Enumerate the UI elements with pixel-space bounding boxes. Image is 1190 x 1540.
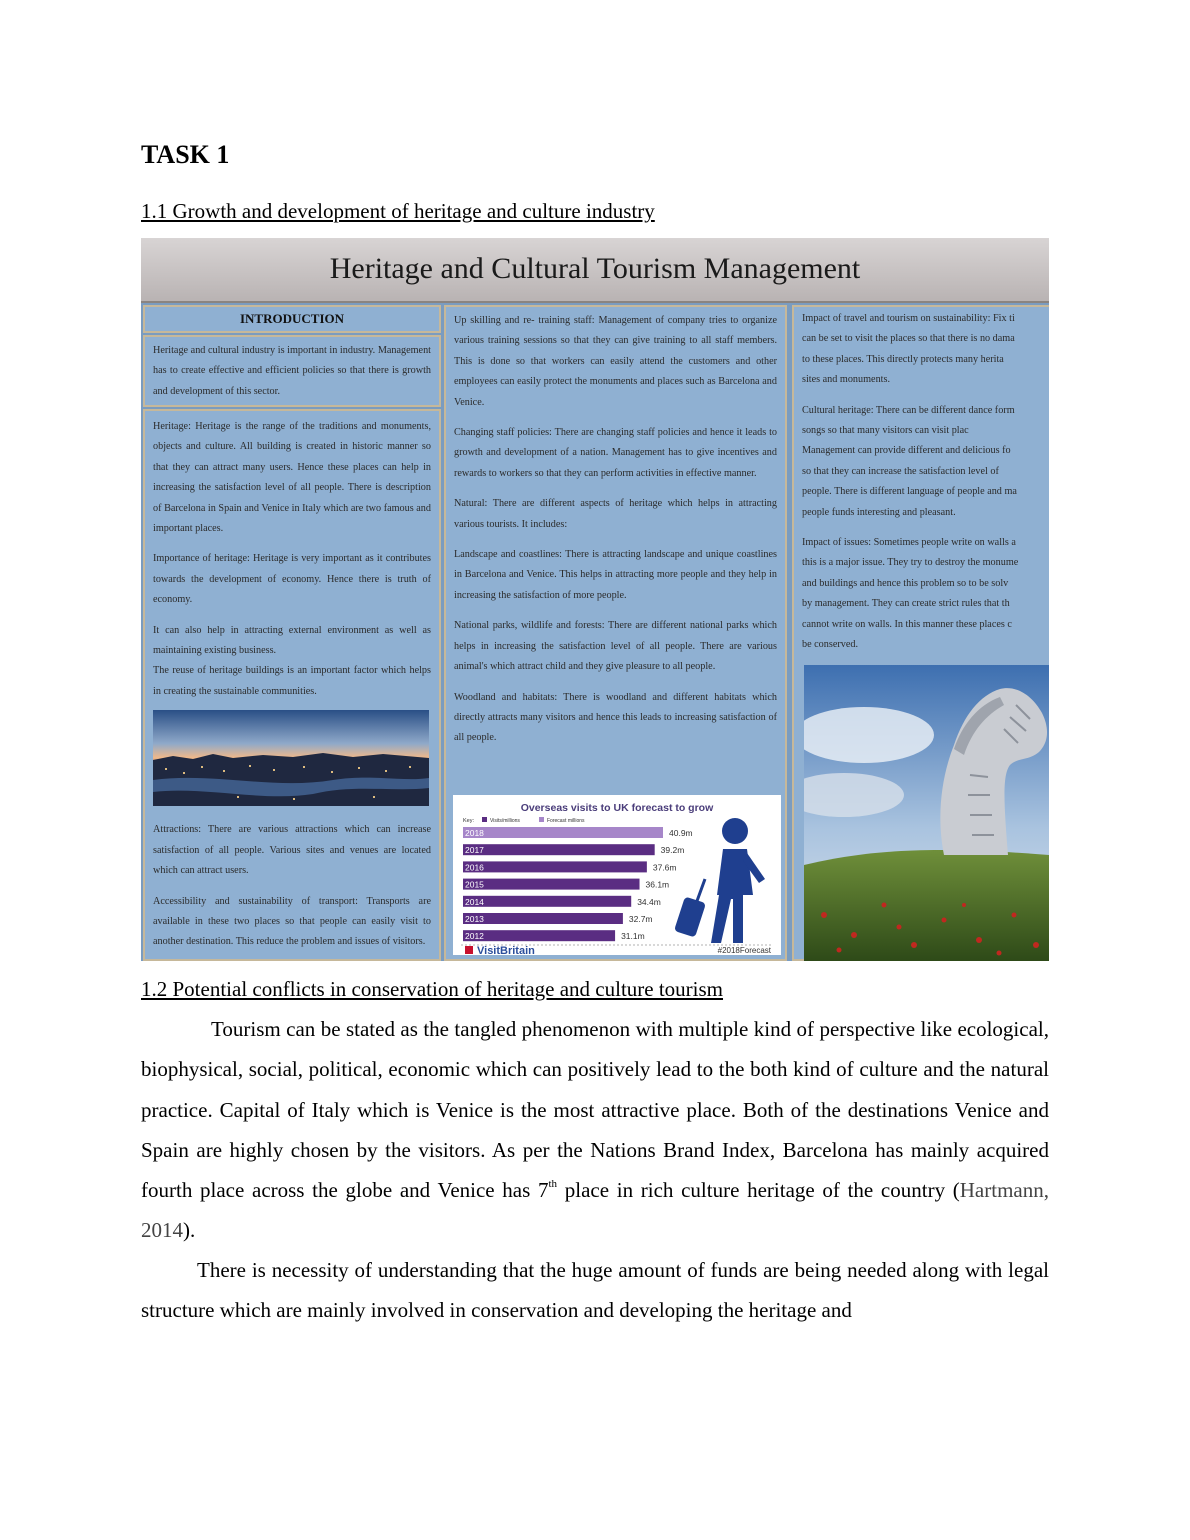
poster-paragraph: Accessibility and sustainability of transport: Transports are available in these two places so that people can easily visit to another destination. This reduce the problem and issues of visitors. [153,895,431,948]
poster-paragraph: Heritage: Heritage is the range of the traditions and monuments, objects and culture. All building is created in historic manner so that they can attract many users. Hence these places can help in increasing the satisfaction level of all people. There is description of Barcelona in Spain and Venice in Italy which are two famous and important places. [153,421,431,535]
chart-value-label: 36.1m [645,879,670,890]
legend-swatch-forecast [539,817,544,822]
chart-category-label: 2018 [465,828,484,838]
poster-paragraph: Importance of heritage: Heritage is very important as it contributes towards the development of economy. Hence there is truth of economy. [153,553,431,606]
visitbritain-logo-icon [465,946,473,954]
chart-bar [463,827,663,838]
citation-link[interactable]: Hartmann, 2014 [141,1178,1049,1243]
poster-line: people. There is different language of people and ma [802,486,1017,498]
para1-text: Tourism can be stated as the tangled phenomenon with multiple kind of perspective like ecological, biophysical, social, political, economic which can positively lead to the both kind of culture and the natural practice. Capital of Italy which is Venice is the most attractive place. Both of the destinations Venice and Spain are highly chosen by the visitors. As per the Nations Brand Index, Barcelona has mainly acquired fourth place across the globe and Venice has 7 [141,1017,1049,1203]
poster-paragraph [802,309,1041,391]
poster-paragraph: Landscape and coastlines: There is attracting landscape and unique coastlines in Barcelona and Venice. This helps in attracting more people and they help in increasing the satisfaction of more people. [454,549,777,601]
chart-bar [463,844,655,855]
brand-label: VisitBritain [477,945,535,955]
chart-category-label: 2015 [465,879,484,890]
poster-line: Impact of travel and tourism on sustainability: Fix ti [802,313,1015,324]
chart-category-label: 2012 [465,931,484,942]
heritage-box [143,409,441,961]
intro-heading: INTRODUCTION [143,305,441,333]
ordinal-suffix: th [548,1178,558,1191]
poster-paragraph: Woodland and habitats: There is woodland and different habitats which directly attracts many visitors and hence this leads to increasing satisfaction of all people. [454,691,777,744]
chart-title: Overseas visits to UK forecast to grow [520,802,714,814]
legend-key-label: Key: [463,818,475,824]
legend-label-visits: Visits/millions [490,818,520,824]
chart-value-label: 34.4m [637,896,661,907]
intro-text: Heritage and cultural industry is important in industry. Management has to create effective and efficient policies so that there is growth and development of this sector. [153,345,431,397]
poster-line: by management. They can create strict rules that th [802,598,1010,610]
section-heading-1-1: 1.1 Growth and development of heritage and culture industry [141,199,655,223]
body-paragraph-2: There is necessity of understanding that the huge amount of funds are being needed along with legal structure which are mainly involved in conservation and developing the heritage and [141,1258,1049,1323]
chart-bar [463,879,640,890]
poster-image [141,238,1049,961]
legend-label-forecast: Forecast millions [547,818,585,824]
chart-category-label: 2013 [465,914,484,924]
poster-paragraph [802,533,1041,655]
poster-column-right [792,305,1049,961]
poster-line: people funds interesting and pleasant. [802,506,956,518]
intro-box [143,335,441,407]
poster-line: can be set to visit the places so that there is no dama [802,333,1015,345]
body-paragraph-1 [141,1009,1049,1251]
section-heading-1-2: 1.2 Potential conflicts in conservation of heritage and culture tourism [141,977,724,1001]
poster-line: and buildings and hence this problem so to be solv [802,577,1009,589]
poster-line: Cultural heritage: There can be different dance form [802,404,1015,416]
kelpie-sculpture-photo [804,665,1049,961]
poster-line: sites and monuments. [802,374,891,386]
legend-swatch-visits [482,817,487,822]
poster-line: Management can provide different and delicious fo [802,445,1011,457]
poster-paragraph [802,401,1041,523]
suitcase-handle-icon [697,879,705,901]
poster-line: this is a major issue. They try to destroy the monume [802,557,1019,569]
poster-line: cannot write on walls. In this manner these places c [802,618,1012,630]
chart-value-label: 32.7m [628,914,653,924]
traveller-head-icon [722,818,748,844]
hashtag-label: #2018Forecast [717,946,771,955]
task-title: TASK 1 [141,140,230,169]
poster-paragraph: National parks, wildlife and forests: There are different national parks which helps in increasing the satisfaction level of all people. There are various animal's which attract child and they give pleasure to all people. [454,620,777,673]
poster-title: Heritage and Cultural Tourism Management [141,238,1049,303]
chart-bar [463,861,647,872]
poster-paragraph: Natural: There are different aspects of heritage which helps in attracting various tourists. It includes: [454,498,777,530]
poster-column-left [143,305,441,961]
para1-text-cont: place in rich culture heritage of the country ( [557,1178,960,1203]
visits-bar-chart [453,795,781,955]
para1-end: ). [183,1218,196,1243]
chart-bar [463,930,615,941]
chart-bar [463,913,623,924]
poster-line: to these places. This directly protects many herita [802,353,1004,365]
chart-value-label: 40.9m [669,828,693,838]
chart-category-label: 2014 [465,896,484,907]
chart-category-label: 2017 [465,845,484,856]
chart-value-label: 31.1m [621,931,645,942]
poster-column-middle [444,305,787,961]
chart-value-label: 39.2m [660,845,685,856]
chart-bar [463,896,631,907]
poster-paragraph: Up skilling and re- training staff: Management of company tries to organize various training sessions so that they can give training to all staff members. This is done so that workers can easily attend the customers and other employees can easily protect the monuments and places such as Barcelona and Venice. [454,315,777,408]
suitcase-icon [674,896,706,937]
poster-line: songs so that many visitors can visit plac [802,425,969,437]
poster-paragraph: The reuse of heritage buildings is an important factor which helps in creating the sustainable communities. [153,665,431,697]
chart-category-label: 2016 [465,862,484,873]
poster-paragraph: Attractions: There are various attractions which can increase satisfaction of all people. Various sites and venues are located which can attract users. [153,824,431,877]
city-skyline-photo [153,710,429,806]
poster-line: be conserved. [802,639,859,651]
poster-line: Impact of issues: Sometimes people write on walls a [802,537,1016,549]
poster-line: so that they can increase the satisfaction level of [802,465,999,477]
chart-value-label: 37.6m [652,862,677,873]
poster-paragraph: It can also help in attracting external environment as well as maintaining existing business. [153,624,431,657]
poster-paragraph: Changing staff policies: There are changing staff policies and hence it leads to growth and development of a nation. Management has to give incentives and rewards to workers so that they can perform activities in effective manner. [454,427,777,479]
